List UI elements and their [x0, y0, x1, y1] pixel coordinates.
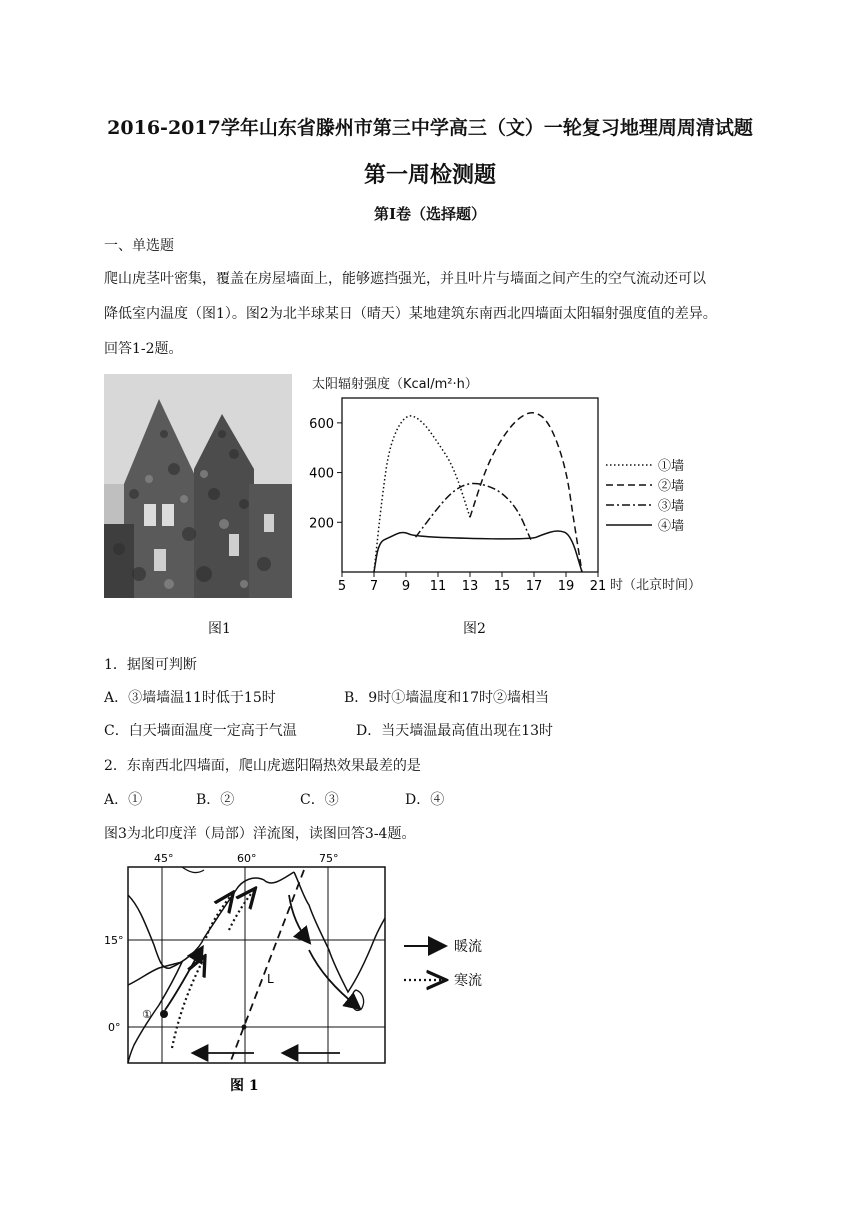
lat-label-0: 0° — [108, 1021, 121, 1034]
q2-option-a: A．① — [104, 792, 143, 808]
intro-2: 图3为北印度洋（局部）洋流图，读图回答3-4题。 — [104, 826, 416, 842]
warm-current-1 — [289, 895, 309, 942]
q1-option-d: D．当天墙温最高值出现在13时 — [356, 723, 554, 739]
figure1-caption: 图1 — [208, 621, 231, 637]
legend-label-1: ①墙 — [658, 459, 685, 474]
intersection-point — [242, 1025, 247, 1030]
lat-label-15: 15° — [104, 934, 124, 947]
solar-radiation-chart — [300, 372, 720, 597]
document-title: 2016-2017学年山东省滕州市第三中学高三（文）一轮复习地理周周清试题 — [107, 117, 753, 139]
lon-label-75: 75° — [319, 852, 339, 865]
q1-option-c: C．白天墙面温度一定高于气温 — [104, 723, 297, 739]
intro-line-3: 回答1-2题。 — [104, 341, 183, 357]
intro-line-1: 爬山虎茎叶密集，覆盖在房屋墙面上，能够遮挡强光，并且叶片与墙面之间产生的空气流动还可以 — [104, 271, 706, 287]
x-tick-label: 17 — [525, 579, 543, 594]
chart-ylabel: 太阳辐射强度（Kcal/m²·h） — [312, 377, 478, 392]
y-tick-label: 600 — [309, 416, 334, 432]
point-1-marker — [160, 1010, 168, 1018]
arabian-coast — [128, 872, 294, 968]
line-L — [230, 870, 304, 1063]
intro-line-2: 降低室内温度（图1）。图2为北半球某日（晴天）某地建筑东南西北四墙面太阳辐射强度值的差异。 — [104, 306, 717, 322]
gulf-coast — [182, 867, 204, 873]
q1-option-a: A．③墙墙温11时低于15时 — [104, 690, 276, 706]
series-line-1 — [374, 416, 470, 572]
x-tick-label: 13 — [461, 579, 479, 594]
y-tick-label: 400 — [309, 466, 334, 482]
q1-option-b: B．9时①墙温度和17时②墙相当 — [344, 690, 550, 706]
map-frame — [128, 867, 385, 1063]
document-subtitle: 第一周检测题 — [363, 162, 496, 188]
x-tick-label: 11 — [429, 579, 447, 594]
part-heading: 一、单选题 — [104, 238, 174, 254]
series-line-4 — [374, 531, 582, 572]
ivy-house-photo — [104, 374, 292, 598]
y-tick-label: 200 — [309, 516, 334, 532]
x-tick-label: 9 — [401, 579, 411, 594]
legend-warm-label: 暖流 — [454, 939, 482, 955]
legend-cold-label: 寒流 — [454, 973, 482, 989]
question-2-stem: 2．东南西北四墙面，爬山虎遮阳隔热效果最差的是 — [104, 758, 421, 774]
point-1-label: ① — [142, 1008, 152, 1021]
legend-label-4: ④墙 — [658, 519, 685, 534]
section-heading: 第Ⅰ卷（选择题） — [373, 205, 487, 223]
x-tick-label: 15 — [493, 579, 511, 594]
lon-label-60: 60° — [237, 852, 257, 865]
ocean-current-map — [104, 850, 524, 1095]
chart-plot-frame — [342, 398, 598, 572]
africa-coast — [128, 962, 182, 1063]
x-tick-label: 5 — [337, 579, 347, 594]
q2-option-d: D．④ — [405, 792, 445, 808]
figure3-caption: 图 1 — [230, 1078, 259, 1094]
legend-label-2: ②墙 — [658, 479, 685, 494]
chart-xlabel: 时（北京时间） — [610, 578, 702, 593]
legend-label-3: ③墙 — [658, 499, 685, 514]
lon-label-45: 45° — [154, 852, 174, 865]
india-coast — [294, 872, 385, 992]
q2-option-b: B．② — [196, 792, 235, 808]
x-tick-label: 21 — [589, 579, 607, 594]
x-tick-label: 7 — [369, 579, 379, 594]
question-1-stem: 1．据图可判断 — [104, 657, 197, 673]
warm-current-3 — [165, 948, 202, 1010]
line-L-label: L — [267, 972, 274, 986]
figure2-caption: 图2 — [463, 621, 486, 637]
x-tick-label: 19 — [557, 579, 575, 594]
q2-option-c: C．③ — [300, 792, 339, 808]
series-line-2 — [470, 413, 582, 572]
series-line-3 — [416, 483, 531, 539]
